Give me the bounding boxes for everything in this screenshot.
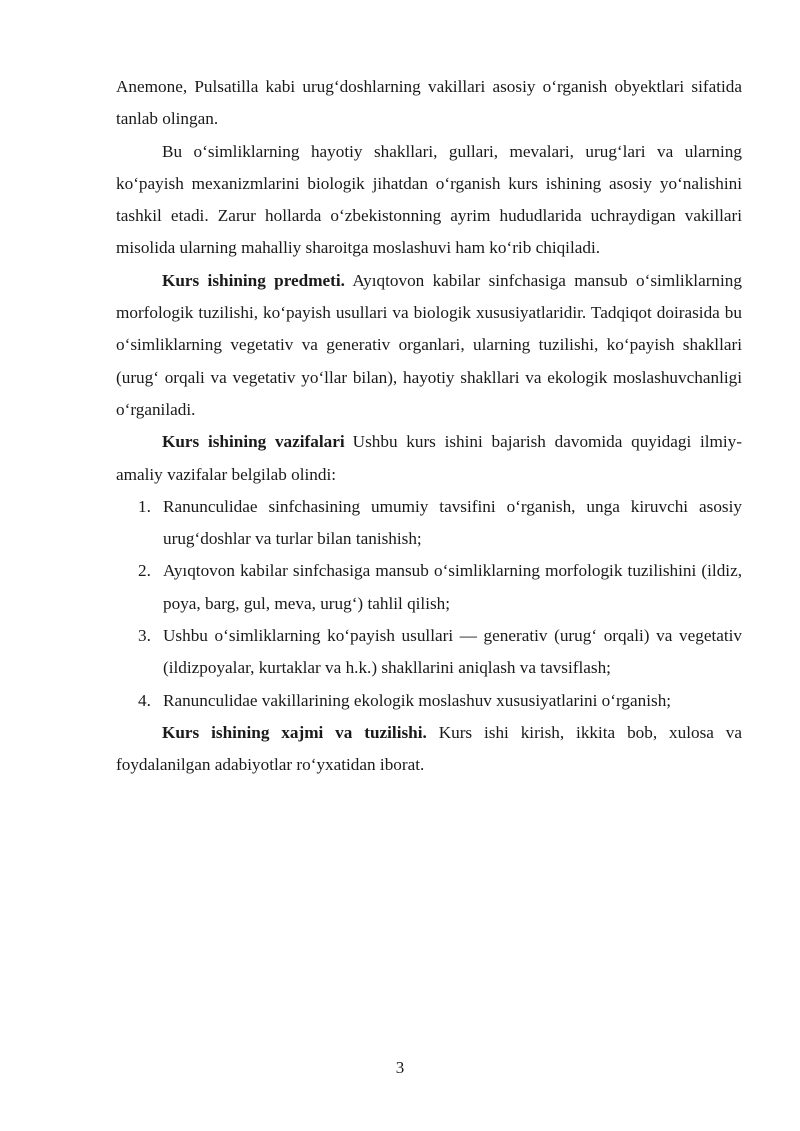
structure-text: Kurs ishi kirish, ikkita bob, xulosa va foydalanilgan adabiyotlar ro‘yxatidan iborat.	[116, 722, 743, 775]
list-item	[116, 491, 742, 556]
list-item-number: 1.	[138, 496, 151, 516]
tasks-paragraph	[116, 426, 742, 491]
list-item-text: Ranunculidae sinfchasining umumiy tavsifini o‘rganish, unga kiruvchi asosiy urug‘doshlar va turlar bilan tanishish;	[163, 496, 742, 549]
list-item-text: Ushbu o‘simliklarning ko‘payish usullari — generativ (urug‘ orqali) va vegetativ (ildizpoyalar, kurtaklar va h.k.) shakllarini aniqlash va tavsiflash;	[163, 626, 742, 678]
subject-heading: Kurs ishining predmeti.	[162, 270, 345, 290]
list-item	[116, 620, 742, 685]
page-body	[116, 71, 742, 782]
list-item	[116, 555, 742, 620]
subject-text: Ayıqtovon kabilar sinfchasiga mansub o‘simliklarning morfologik tuzilishi, ko‘payish usullari va biologik xususiyatlaridir. Tadqiqot doirasida bu o‘simliklarning vegetativ va generativ organlari, ularning tuzilishi, ko‘payish shakllari (urug‘ orqali va vegetativ yo‘llar bilan), hayotiy shakllari va ekologik moslashuvchanligi o‘rganiladi.	[116, 270, 742, 419]
direction-paragraph: Bu o‘simliklarning hayotiy shakllari, gullari, mevalari, urug‘lari va ularning ko‘payish mexanizmlarini biologik jihatdan o‘rganish kurs ishining asosiy yo‘nalishini tashkil etadi. Zarur hollarda o‘zbekistonning ayrim hududlarida uchraydigan vakillari misolida ularning mahalliy sharoitga moslashuvi ham ko‘rib chiqiladi.	[116, 141, 742, 258]
list-item-number: 2.	[138, 561, 151, 581]
intro-paragraph: Anemone, Pulsatilla kabi urug‘doshlarning vakillari asosiy o‘rganish obyektlari sifatida tanlab olingan.	[116, 77, 742, 129]
list-item-number: 4.	[138, 690, 151, 710]
structure-paragraph	[116, 717, 742, 782]
list-item	[116, 685, 742, 717]
tasks-heading: Kurs ishining vazifalari	[162, 432, 345, 452]
page-number: 3	[395, 1058, 405, 1077]
tasks-text: Ushbu kurs ishini bajarish davomida quyidagi ilmiy-amaliy vazifalar belgilab olindi:	[116, 432, 742, 484]
tasks-list	[116, 491, 742, 717]
list-item-text: Ayıqtovon kabilar sinfchasiga mansub o‘simliklarning morfologik tuzilishini (ildiz, poya, barg, gul, meva, urug‘) tahlil qilish;	[163, 561, 742, 613]
list-item-number: 3.	[138, 626, 151, 646]
list-item-text: Ranunculidae vakillarining ekologik moslashuv xususiyatlarini o‘rganish;	[163, 690, 672, 710]
subject-paragraph	[116, 265, 742, 426]
structure-heading: Kurs ishining xajmi va tuzilishi.	[162, 722, 427, 742]
